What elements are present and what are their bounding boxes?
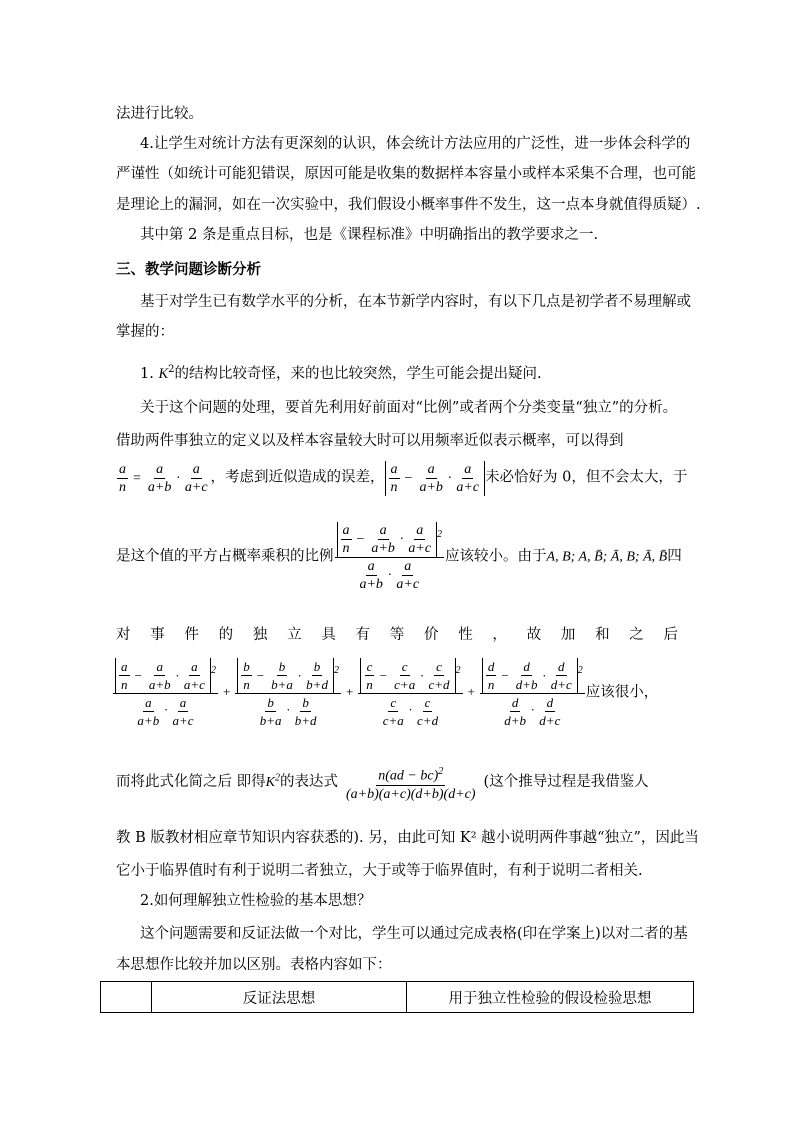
math-line3: $\frac{a}{n}$ − $\frac{a}{a+b}$ · $\frac{a}{a+c}$ $^2$ $\frac{a}{a+b}$ · $\frac{a}{a+c}$ + $\frac{b}{n}$ − $\frac{b}{b+a}$ · $\frac{b}{b+d}$ $^2$ $\frac{b}{b+a}$ · $\frac{b}{b+d}$ + $\frac{c}{n}$ − $\frac{c}{c+a}$ · $\frac{c}{c+d}$ $^2$ $\frac{c}{c+a}$ · $\frac{c}{c+d}$ + $\frac{d}{n}$ − $\frac{d}{d+b}$ · $\frac{d}{d+c}$ $^2$ $\frac{d}{d+b}$ · $\frac{d}{d+c}$ 应该很小，: [112, 658, 658, 729]
section-title: 三、教学问题诊断分析: [116, 261, 261, 278]
math-line1: $\frac{a}{n}$ = $\frac{a}{a+b}$ · $\frac{a}{a+c}$ ，考虑到近似造成的误差， $\frac{a}{n}$ − $\frac{a}{a+b}$ · $\frac{a}{a+c}$ 未必恰好为 0，但不会太大，于: [119, 462, 688, 495]
key-goal: 其中第 2 条是重点目标，也是《课程标准》中明确指出的教学要求之一.: [140, 227, 599, 243]
comparison-table: [100, 981, 694, 1013]
table-header-contradiction: 反证法思想: [152, 982, 407, 1013]
tail-line1: 教 B 版教材相应章节知识内容获悉的). 另，由此可知 K² 越小说明两件事越“独立”，因此当: [116, 830, 699, 846]
question2: 2.如何理解独立性检验的基本思想？: [140, 893, 372, 909]
q2-line2: 本思想作比较并加以区别。表格内容如下：: [116, 957, 392, 973]
table-header-hypothesis: 用于独立性检验的假设检验思想: [407, 982, 694, 1013]
table-header-row: [101, 982, 694, 1013]
analysis-line1: 关于这个问题的处理，要首先利用好前面对“比例”或者两个分类变量“独立”的分析。: [140, 400, 678, 416]
table-header-empty: [101, 982, 152, 1013]
intro-line1: 基于对学生已有数学水平的分析，在本节新学内容时，有以下几点是初学者不易理解或: [140, 294, 691, 310]
spaced-line: 对 事 件 的 独 立 具 有 等 价 性 ， 故 加 和 之 后: [116, 627, 678, 643]
item4-line3: 是理论上的漏洞，如在一次实验中，我们假设小概率事件不发生，这一点本身就值得质疑）.: [116, 197, 701, 213]
events-list: A, B; A, B̄; Ā, B; Ā, B̄: [546, 549, 668, 565]
item4-line1: 4.让学生对统计方法有更深刻的认识，体会统计方法应用的广泛性，进一步体会科学的: [140, 136, 691, 152]
analysis-line2: 借助两件事独立的定义以及样本容量较大时可以用频率近似表示概率，可以得到: [116, 433, 624, 449]
paragraph-end: 法进行比较。: [116, 106, 203, 122]
math-line2: 是这个值的平方占概率乘积的比例 $\frac{a}{n}$ − $\frac{a}{a+b}$ · $\frac{a}{a+c}$ $^2$ $\frac{a}{a+b}$ · $\frac{a}{a+c}$ 应该较小。由于A, B; A, B̄; Ā, B; Ā, B̄四: [116, 523, 682, 592]
question1: 1. $K^2$的结构比较奇怪，来的也比较突然，学生可能会提出疑问.: [140, 364, 542, 382]
intro-line2: 掌握的：: [116, 324, 174, 340]
q2-line1: 这个问题需要和反证法做一个对比，学生可以通过完成表格(印在学案上)以对二者的基: [140, 926, 688, 942]
item4-line2: 严谨性（如统计可能犯错误，原因可能是收集的数据样本容量小或样本采集不合理，也可能: [116, 166, 696, 182]
math-line4: 而将此式化简之后 即得$K^2$的表达式 $\frac{n(ad - bc)^2}{(a+b)(a+c)(d+b)(d+c)}$ (这个推导过程是我借鉴人: [116, 763, 649, 803]
tail-line2: 它小于临界值时有利于说明二者独立，大于或等于临界值时，有利于说明二者相关.: [116, 863, 643, 879]
